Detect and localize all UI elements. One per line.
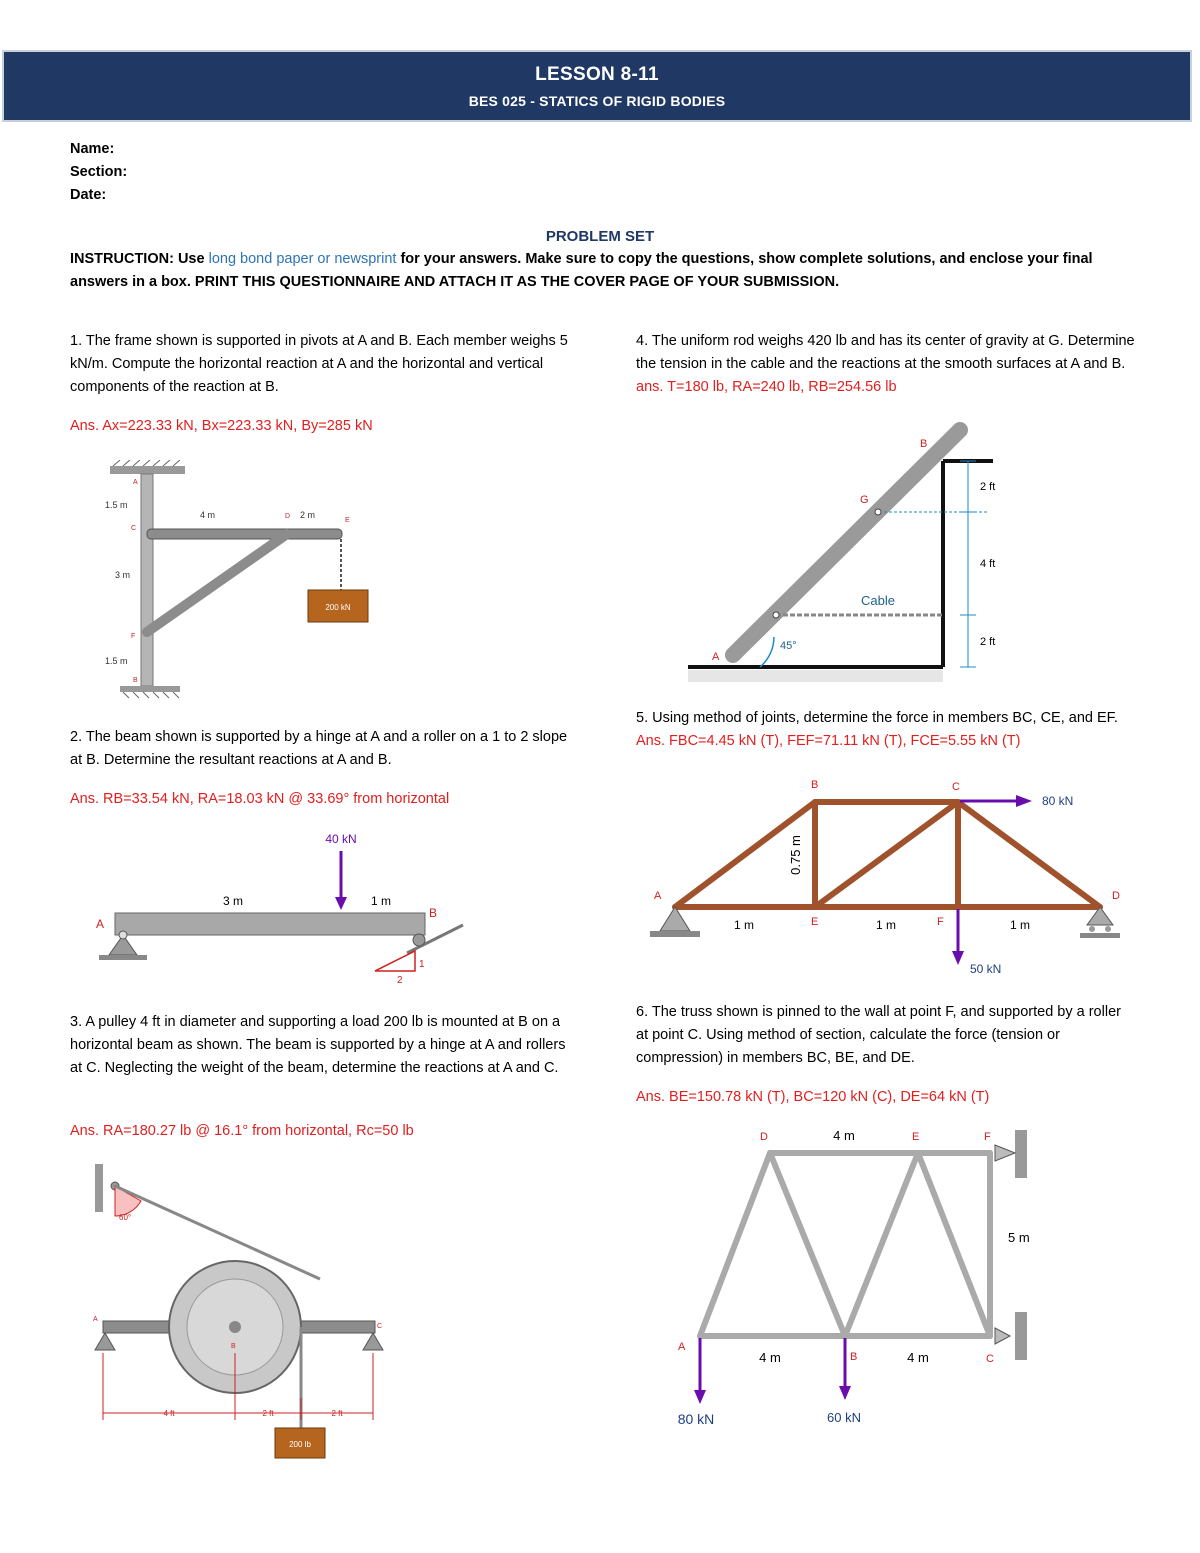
pin-f bbox=[995, 1145, 1015, 1161]
figure-5-truss bbox=[640, 775, 1130, 985]
floor-support bbox=[120, 686, 180, 692]
label-f: F bbox=[984, 1131, 991, 1143]
label-a: A bbox=[93, 1316, 98, 1323]
h-load-label: 80 kN bbox=[1042, 794, 1074, 808]
problem-4-question: 4. The uniform rod weighs 420 lb and has its center of gravity at G. Determine the tension in the cable and the reactions at the smooth surfaces at A and B. bbox=[636, 333, 1135, 372]
label-e: E bbox=[345, 517, 350, 524]
label-e: E bbox=[811, 916, 819, 928]
slope-triangle bbox=[375, 951, 415, 971]
dim-1m: 1 m bbox=[370, 894, 392, 908]
dim-4ft: 4 ft bbox=[163, 1409, 175, 1418]
load-arrowhead bbox=[335, 897, 347, 910]
section-field: Section: bbox=[70, 164, 128, 180]
label-e: E bbox=[912, 1131, 920, 1143]
wall bbox=[95, 1164, 103, 1212]
figure-2-beam bbox=[85, 825, 485, 995]
instruction-highlight: long bond paper or newsprint bbox=[208, 251, 397, 267]
cable-label: Cable bbox=[861, 593, 895, 608]
beam bbox=[115, 913, 425, 935]
label-f: F bbox=[131, 633, 136, 640]
rod bbox=[733, 430, 960, 655]
dim-bot-1: 4 m bbox=[759, 1350, 781, 1365]
label-a: A bbox=[678, 1341, 686, 1353]
problem-5-question: 5. Using method of joints, determine the force in members BC, CE, and EF. bbox=[636, 710, 1118, 726]
ceiling-support bbox=[110, 466, 185, 474]
label-b: B bbox=[429, 906, 438, 920]
ground-a bbox=[99, 955, 147, 960]
lesson-title: LESSON 8-11 bbox=[535, 64, 659, 85]
dim-height: 5 m bbox=[1008, 1230, 1030, 1245]
slope-rise: 1 bbox=[419, 959, 425, 970]
dim-span-1: 1 m bbox=[733, 918, 755, 932]
problem-2-answer: Ans. RB=33.54 kN, RA=18.03 kN @ 33.69° from horizontal bbox=[70, 791, 450, 807]
label-d: D bbox=[285, 513, 291, 520]
problem-3-answer: Ans. RA=180.27 lb @ 16.1° from horizontal, Rc=50 lb bbox=[70, 1123, 414, 1139]
slope-run: 2 bbox=[397, 975, 403, 986]
support-a bbox=[660, 907, 690, 931]
angle-label: 45° bbox=[780, 640, 797, 652]
dim-cd: 4 m bbox=[200, 510, 216, 520]
vertical-column bbox=[141, 474, 153, 686]
dim-2ft-bot: 2 ft bbox=[980, 636, 996, 648]
horizontal-member bbox=[147, 529, 342, 539]
label-c: C bbox=[986, 1353, 994, 1365]
figure-6-truss bbox=[660, 1120, 1070, 1430]
label-c: C bbox=[952, 781, 960, 793]
dim-3m: 3 m bbox=[222, 894, 244, 908]
label-c: C bbox=[377, 1323, 383, 1330]
truss-members bbox=[700, 1153, 990, 1336]
roller-c bbox=[995, 1328, 1010, 1344]
dim-height: 0.75 m bbox=[788, 835, 803, 875]
label-g: G bbox=[860, 494, 869, 506]
problem-1-text: 1. The frame shown is supported in pivots at A and B. Each member weighs 5 kN/m. Compute the horizontal reaction at A and the horizontal and vertical components of the reaction at B. bbox=[70, 333, 568, 395]
instruction-label: INSTRUCTION: bbox=[70, 251, 174, 267]
angle-arc bbox=[760, 637, 774, 667]
figure-3-pulley bbox=[85, 1158, 405, 1478]
label-d: D bbox=[760, 1131, 768, 1143]
angle-label: 60° bbox=[119, 1213, 132, 1222]
v-load-label: 50 kN bbox=[970, 962, 1002, 976]
dim-bot-2: 4 m bbox=[907, 1350, 929, 1365]
wall-c bbox=[1015, 1312, 1027, 1360]
label-a: A bbox=[712, 651, 720, 663]
problem-set-title: PROBLEM SET bbox=[545, 228, 655, 245]
dim-bot: 1.5 m bbox=[105, 656, 128, 666]
problem-4-text bbox=[636, 330, 1136, 399]
dim-span-3: 1 m bbox=[1009, 918, 1031, 932]
dim-2ft-top: 2 ft bbox=[980, 481, 996, 493]
truss-members bbox=[675, 802, 1100, 907]
label-b: B bbox=[920, 438, 928, 450]
problem-6-text: 6. The truss shown is pinned to the wall at point F, and supported by a roller at point C. Using method of section, calculate the force (tension or compression) in members BC, BE, and DE. bbox=[636, 1004, 1121, 1066]
center-of-gravity bbox=[875, 509, 881, 515]
dim-span-2: 1 m bbox=[875, 918, 897, 932]
label-b: B bbox=[231, 1343, 236, 1350]
label-d: D bbox=[1112, 890, 1120, 902]
diagonal-member bbox=[147, 534, 287, 632]
problem-1-answer: Ans. Ax=223.33 kN, Bx=223.33 kN, By=285 kN bbox=[70, 418, 373, 434]
load-1-label: 80 kN bbox=[677, 1411, 715, 1427]
hinge-a bbox=[95, 1333, 115, 1350]
load-label: 200 kN bbox=[325, 603, 351, 612]
problem-5-answer: Ans. FBC=4.45 kN (T), FEF=71.11 kN (T), FCE=5.55 kN (T) bbox=[636, 733, 1021, 749]
roller-c bbox=[363, 1333, 383, 1350]
problem-2-text: 2. The beam shown is supported by a hinge at A and a roller on a 1 to 2 slope at B. Determine the resultant reactions at A and B. bbox=[70, 729, 568, 768]
figure-1-frame bbox=[95, 460, 395, 700]
load-label: 40 kN bbox=[325, 832, 357, 846]
label-f: F bbox=[937, 916, 944, 928]
dim-top: 1.5 m bbox=[105, 500, 128, 510]
label-b: B bbox=[811, 779, 819, 791]
load-label: 200 lb bbox=[289, 1440, 311, 1449]
label-b: B bbox=[850, 1351, 858, 1363]
label-a: A bbox=[96, 917, 105, 931]
dim-top: 4 m bbox=[833, 1128, 855, 1143]
wall-f bbox=[1015, 1130, 1027, 1178]
load-2-label: 60 kN bbox=[827, 1410, 861, 1425]
header-banner bbox=[4, 52, 1190, 120]
roller-b bbox=[413, 934, 425, 946]
problem-4-answer: ans. T=180 lb, RA=240 lb, RB=254.56 lb bbox=[636, 379, 897, 395]
label-a: A bbox=[133, 479, 138, 486]
student-fields bbox=[70, 138, 127, 207]
problem-6-answer: Ans. BE=150.78 kN (T), BC=120 kN (C), DE=64 kN (T) bbox=[636, 1089, 990, 1105]
label-b: B bbox=[133, 677, 138, 684]
dim-2ft-b: 2 ft bbox=[331, 1409, 343, 1418]
figure-4-rod bbox=[688, 415, 1008, 690]
floor-hatch bbox=[688, 670, 943, 682]
instruction-post: for your answers. Make sure to copy the questions, show complete solutions, and enclose your final answers in a box. PRINT THIS QUESTIONNAIRE AND ATTACH IT AS THE COVER PAGE OF YOUR SUBMISSION. bbox=[70, 251, 1093, 290]
dim-4ft: 4 ft bbox=[980, 558, 996, 570]
name-field: Name: bbox=[70, 141, 115, 157]
dim-mid: 3 m bbox=[115, 570, 131, 580]
date-field: Date: bbox=[70, 187, 107, 203]
instruction-pre: Use bbox=[177, 251, 205, 267]
label-a: A bbox=[654, 890, 662, 902]
label-c: C bbox=[131, 525, 137, 532]
dim-de: 2 m bbox=[300, 510, 316, 520]
problem-5-text bbox=[636, 707, 1136, 753]
instruction-text bbox=[70, 248, 1140, 294]
dim-2ft-a: 2 ft bbox=[262, 1409, 274, 1418]
course-title: BES 025 - STATICS OF RIGID BODIES bbox=[468, 93, 726, 109]
problem-3-text: 3. A pulley 4 ft in diameter and supporting a load 200 lb is mounted at B on a horizontal beam as shown. The beam is supported by a hinge at A and rollers at C. Neglecting the weight of the beam, determine the reactions at A and C. bbox=[70, 1014, 566, 1076]
